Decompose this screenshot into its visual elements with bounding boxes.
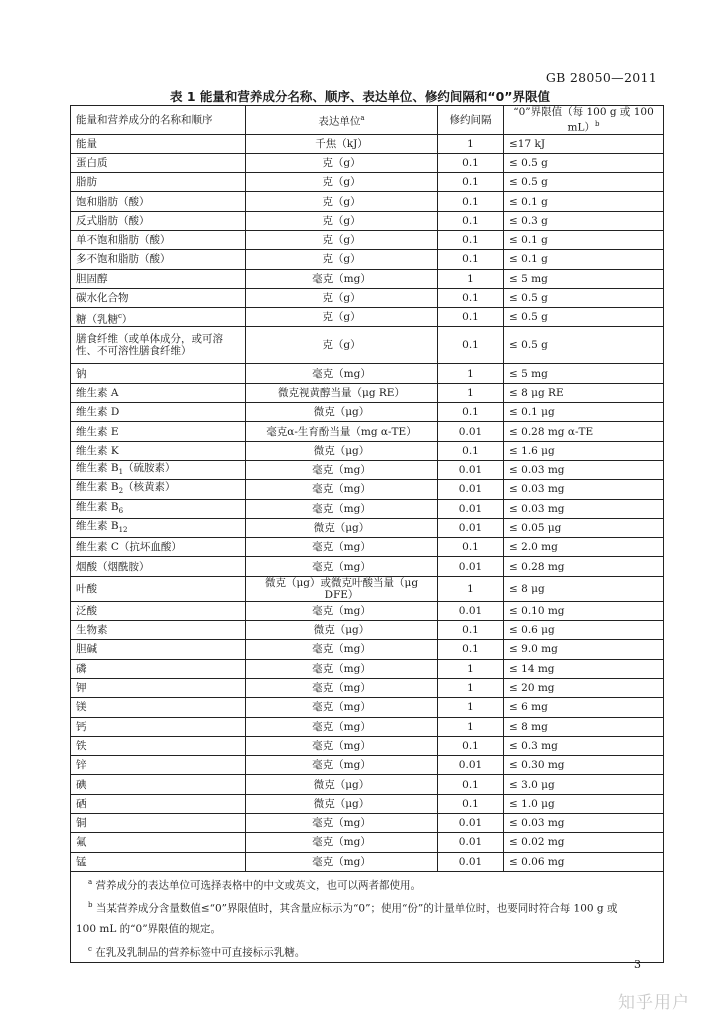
- rounding-cell: 0.1: [438, 621, 504, 640]
- nutrient-name: 烟酸（烟酰胺）: [71, 557, 246, 576]
- table-row: [71, 717, 664, 736]
- nutrient-name: 蛋白质: [71, 153, 246, 172]
- unit-cell: 毫克（mg）: [246, 698, 438, 717]
- table-row: [71, 480, 664, 499]
- limit-cell: ≤ 0.30 mg: [504, 756, 664, 775]
- nutrient-name: 维生素 $B_6$: [71, 499, 246, 518]
- limit-cell: ≤ 3.0 μg: [504, 775, 664, 794]
- unit-cell: 毫克（mg）: [246, 364, 438, 383]
- unit-cell: 毫克（mg）: [246, 538, 438, 557]
- limit-cell: ≤ 5 mg: [504, 269, 664, 288]
- nutrient-name: 维生素 D: [71, 403, 246, 422]
- header-name-col: 能量和营养成分的名称和顺序: [71, 106, 246, 135]
- table-row: [71, 756, 664, 775]
- table-row: [71, 383, 664, 402]
- unit-cell: 微克（μg）或微克叶酸当量（μg DFE）: [246, 576, 438, 601]
- limit-cell: ≤ 0.5 g: [504, 327, 664, 364]
- standard-code: GB 28050—2011: [545, 70, 657, 85]
- unit-cell: 微克（μg）: [246, 621, 438, 640]
- table-row: [71, 775, 664, 794]
- table-row: [71, 134, 664, 153]
- nutrient-name: 维生素 $B_1$（硫胺素）: [71, 460, 246, 479]
- footnote: [76, 872, 658, 896]
- rounding-cell: 1: [438, 364, 504, 383]
- unit-cell: 克（g）: [246, 250, 438, 269]
- unit-cell: 毫克（mg）: [246, 557, 438, 576]
- unit-cell: 毫克（mg）: [246, 499, 438, 518]
- table-row: [71, 211, 664, 230]
- table-row: [71, 698, 664, 717]
- nutrient-name: 钙: [71, 717, 246, 736]
- subscript: 6: [118, 506, 124, 515]
- nutrient-name: 能量: [71, 134, 246, 153]
- footnote: [76, 939, 658, 963]
- table-row: [71, 230, 664, 249]
- unit-cell: 毫克（mg）: [246, 659, 438, 678]
- table-row: [71, 173, 664, 192]
- limit-cell: ≤ 0.1 g: [504, 230, 664, 249]
- subscript: 2: [118, 487, 124, 496]
- limit-cell: ≤ 9.0 mg: [504, 640, 664, 659]
- table-row: [71, 736, 664, 755]
- limit-cell: ≤ 0.10 mg: [504, 601, 664, 620]
- rounding-cell: 1: [438, 698, 504, 717]
- rounding-cell: 0.1: [438, 230, 504, 249]
- rounding-cell: 0.01: [438, 756, 504, 775]
- rounding-cell: 0.1: [438, 192, 504, 211]
- nutrient-name: 锌: [71, 756, 246, 775]
- unit-cell: 毫克（mg）: [246, 269, 438, 288]
- unit-cell: 毫克（mg）: [246, 833, 438, 852]
- nutrient-name: 维生素 A: [71, 383, 246, 402]
- subscript: 1: [118, 468, 124, 477]
- nutrient-name: 胆固醇: [71, 269, 246, 288]
- limit-cell: ≤ 0.06 mg: [504, 852, 664, 871]
- limit-cell: ≤ 0.02 mg: [504, 833, 664, 852]
- unit-cell: 毫克α-生育酚当量（mg α-TE）: [246, 422, 438, 441]
- unit-cell: 克（g）: [246, 192, 438, 211]
- limit-cell: ≤ 0.03 mg: [504, 814, 664, 833]
- rounding-cell: 0.1: [438, 794, 504, 813]
- unit-cell: 克（g）: [246, 173, 438, 192]
- rounding-cell: 0.1: [438, 211, 504, 230]
- nutrient-name: 锰: [71, 852, 246, 871]
- limit-cell: ≤ 8 mg: [504, 717, 664, 736]
- nutrient-name: 钾: [71, 678, 246, 697]
- unit-cell: 微克（μg）: [246, 441, 438, 460]
- table-row: [71, 814, 664, 833]
- nutrient-name: 碘: [71, 775, 246, 794]
- nutrient-name: 生物素: [71, 621, 246, 640]
- footnote-mark: a: [360, 114, 365, 122]
- unit-cell: 毫克（mg）: [246, 736, 438, 755]
- rounding-cell: 0.01: [438, 460, 504, 479]
- rounding-cell: 0.01: [438, 852, 504, 871]
- table-row: [71, 269, 664, 288]
- rounding-cell: 0.01: [438, 601, 504, 620]
- table-row: [71, 403, 664, 422]
- limit-cell: ≤ 6 mg: [504, 698, 664, 717]
- nutrient-name: 维生素 E: [71, 422, 246, 441]
- rounding-cell: 0.1: [438, 640, 504, 659]
- unit-cell: 克（g）: [246, 308, 438, 327]
- table-row: [71, 499, 664, 518]
- rounding-cell: 1: [438, 717, 504, 736]
- limit-cell: ≤ 0.5 g: [504, 173, 664, 192]
- table-row: [71, 327, 664, 364]
- limit-cell: ≤ 8 μg: [504, 576, 664, 601]
- rounding-cell: 0.01: [438, 557, 504, 576]
- limit-cell: ≤ 0.3 g: [504, 211, 664, 230]
- rounding-cell: 0.1: [438, 173, 504, 192]
- nutrient-name: 铜: [71, 814, 246, 833]
- nutrient-name: 反式脂肪（酸）: [71, 211, 246, 230]
- unit-cell: 毫克（mg）: [246, 756, 438, 775]
- nutrient-name: 泛酸: [71, 601, 246, 620]
- limit-cell: ≤ 1.0 μg: [504, 794, 664, 813]
- unit-cell: 微克（μg）: [246, 794, 438, 813]
- rounding-cell: 0.1: [438, 538, 504, 557]
- table-row: [71, 250, 664, 269]
- unit-cell: 微克（μg）: [246, 775, 438, 794]
- nutrient-name: 多不饱和脂肪（酸）: [71, 250, 246, 269]
- rounding-cell: 0.1: [438, 288, 504, 307]
- limit-cell: ≤ 8 μg RE: [504, 383, 664, 402]
- unit-cell: 克（g）: [246, 153, 438, 172]
- nutrient-name: 维生素 C（抗坏血酸）: [71, 538, 246, 557]
- nutrient-name: 维生素 $B_{12}$: [71, 518, 246, 537]
- unit-cell: 毫克（mg）: [246, 814, 438, 833]
- rounding-cell: 0.01: [438, 833, 504, 852]
- nutrient-name: 单不饱和脂肪（酸）: [71, 230, 246, 249]
- limit-cell: ≤ 14 mg: [504, 659, 664, 678]
- limit-cell: ≤ 0.1 μg: [504, 403, 664, 422]
- footnote-mark: c: [88, 944, 92, 953]
- header-rounding-col: 修约间隔: [438, 106, 504, 135]
- rounding-cell: 0.1: [438, 250, 504, 269]
- nutrient-name: 硒: [71, 794, 246, 813]
- table-row: [71, 364, 664, 383]
- rounding-cell: 0.1: [438, 327, 504, 364]
- table-header-row: [71, 106, 664, 135]
- rounding-cell: 1: [438, 678, 504, 697]
- table-body: [71, 134, 664, 871]
- watermark: 知乎用户: [618, 993, 690, 1013]
- unit-cell: 毫克（mg）: [246, 717, 438, 736]
- nutrient-name: 钠: [71, 364, 246, 383]
- nutrient-name: 铁: [71, 736, 246, 755]
- footnote: [76, 895, 658, 919]
- table-row: [71, 601, 664, 620]
- rounding-cell: 0.01: [438, 518, 504, 537]
- table-row: [71, 794, 664, 813]
- limit-cell: ≤ 0.5 g: [504, 153, 664, 172]
- footnote-mark: a: [88, 877, 93, 886]
- nutrient-name: 维生素 $B_2$（核黄素）: [71, 480, 246, 499]
- nutrient-name: 维生素 K: [71, 441, 246, 460]
- table-notes: [71, 871, 664, 963]
- limit-cell: ≤ 0.5 g: [504, 288, 664, 307]
- limit-cell: ≤ 20 mg: [504, 678, 664, 697]
- rounding-cell: 1: [438, 383, 504, 402]
- table-row: [71, 192, 664, 211]
- footnote-mark: b: [594, 120, 600, 128]
- limit-cell: ≤17 kJ: [504, 134, 664, 153]
- limit-cell: ≤ 2.0 mg: [504, 538, 664, 557]
- unit-cell: 毫克（mg）: [246, 601, 438, 620]
- footnote-text: 在乳及乳制品的营养标签中可直接标示乳糖。: [95, 946, 306, 959]
- nutrient-name: 糖（乳糖$^c$）: [71, 308, 246, 327]
- nutrient-name: 脂肪: [71, 173, 246, 192]
- unit-cell: 克（g）: [246, 230, 438, 249]
- table-caption: 表 1 能量和营养成分名称、顺序、表达单位、修约间隔和“0”界限值: [169, 89, 551, 104]
- table-row: [71, 659, 664, 678]
- limit-cell: ≤ 0.3 mg: [504, 736, 664, 755]
- table-row: [71, 308, 664, 327]
- limit-cell: ≤ 0.03 mg: [504, 460, 664, 479]
- limit-cell: ≤ 5 mg: [504, 364, 664, 383]
- rounding-cell: 1: [438, 659, 504, 678]
- footnote-mark: b: [88, 901, 93, 910]
- limit-cell: ≤ 0.05 μg: [504, 518, 664, 537]
- header-limit-col: “0”界限值（每 100 g 或 100 mL）$^b$: [504, 106, 664, 135]
- header-unit-col: 表达单位$^a$: [246, 106, 438, 135]
- table-row: [71, 538, 664, 557]
- rounding-cell: 0.1: [438, 441, 504, 460]
- table-row: [71, 460, 664, 479]
- nutrient-name: 镁: [71, 698, 246, 717]
- rounding-cell: 0.01: [438, 422, 504, 441]
- table-notes-row: [71, 871, 664, 963]
- nutrient-name: 饱和脂肪（酸）: [71, 192, 246, 211]
- nutrient-name: 碳水化合物: [71, 288, 246, 307]
- nutrient-name: 膳食纤维（或单体成分，或可溶性、不可溶性膳食纤维）: [71, 327, 246, 364]
- unit-cell: 微克（μg）: [246, 403, 438, 422]
- limit-cell: ≤ 0.1 g: [504, 250, 664, 269]
- table-row: [71, 288, 664, 307]
- table-row: [71, 621, 664, 640]
- table-row: [71, 441, 664, 460]
- unit-cell: 微克视黄醇当量（μg RE）: [246, 383, 438, 402]
- footnote: [76, 919, 658, 939]
- page-number: 3: [634, 958, 641, 971]
- rounding-cell: 0.01: [438, 814, 504, 833]
- nutrient-name: 胆碱: [71, 640, 246, 659]
- unit-cell: 毫克（mg）: [246, 678, 438, 697]
- rounding-cell: 0.1: [438, 308, 504, 327]
- table-row: [71, 833, 664, 852]
- nutrient-table: [70, 105, 664, 963]
- unit-cell: 微克（μg）: [246, 518, 438, 537]
- rounding-cell: 1: [438, 269, 504, 288]
- limit-cell: ≤ 0.03 mg: [504, 499, 664, 518]
- table-row: [71, 422, 664, 441]
- unit-cell: 毫克（mg）: [246, 480, 438, 499]
- table-row: [71, 557, 664, 576]
- rounding-cell: 0.1: [438, 153, 504, 172]
- footnote-text: 营养成分的表达单位可选择表格中的中文或英文，也可以两者都使用。: [95, 879, 422, 892]
- rounding-cell: 0.01: [438, 480, 504, 499]
- rounding-cell: 0.01: [438, 499, 504, 518]
- subscript: 12: [118, 526, 128, 535]
- unit-cell: 毫克（mg）: [246, 640, 438, 659]
- nutrient-name: 氟: [71, 833, 246, 852]
- limit-cell: ≤ 0.28 mg α-TE: [504, 422, 664, 441]
- limit-cell: ≤ 0.1 g: [504, 192, 664, 211]
- limit-cell: ≤ 0.03 mg: [504, 480, 664, 499]
- limit-cell: ≤ 1.6 μg: [504, 441, 664, 460]
- unit-cell: 克（g）: [246, 288, 438, 307]
- table-row: [71, 852, 664, 871]
- rounding-cell: 1: [438, 134, 504, 153]
- limit-cell: ≤ 0.28 mg: [504, 557, 664, 576]
- rounding-cell: 0.1: [438, 775, 504, 794]
- rounding-cell: 0.1: [438, 736, 504, 755]
- table-row: [71, 640, 664, 659]
- nutrient-name: 磷: [71, 659, 246, 678]
- unit-cell: 克（g）: [246, 327, 438, 364]
- nutrient-name: 叶酸: [71, 576, 246, 601]
- unit-cell: 克（g）: [246, 211, 438, 230]
- limit-cell: ≤ 0.5 g: [504, 308, 664, 327]
- unit-cell: 千焦（kJ）: [246, 134, 438, 153]
- rounding-cell: 1: [438, 576, 504, 601]
- footnote-text: 当某营养成分含量数值≤“0”界限值时，其含量应标示为“0”；使用“份”的计量单位时，也要同时符合每 100 g 或: [95, 902, 618, 915]
- footnote-mark: c: [118, 311, 122, 320]
- footnote-text: 100 mL 的“0”界限值的规定。: [76, 922, 222, 935]
- table-row: [71, 678, 664, 697]
- table-row: [71, 576, 664, 601]
- table-row: [71, 518, 664, 537]
- rounding-cell: 0.1: [438, 403, 504, 422]
- unit-cell: 毫克（mg）: [246, 460, 438, 479]
- unit-cell: 毫克（mg）: [246, 852, 438, 871]
- limit-cell: ≤ 0.6 μg: [504, 621, 664, 640]
- table-row: [71, 153, 664, 172]
